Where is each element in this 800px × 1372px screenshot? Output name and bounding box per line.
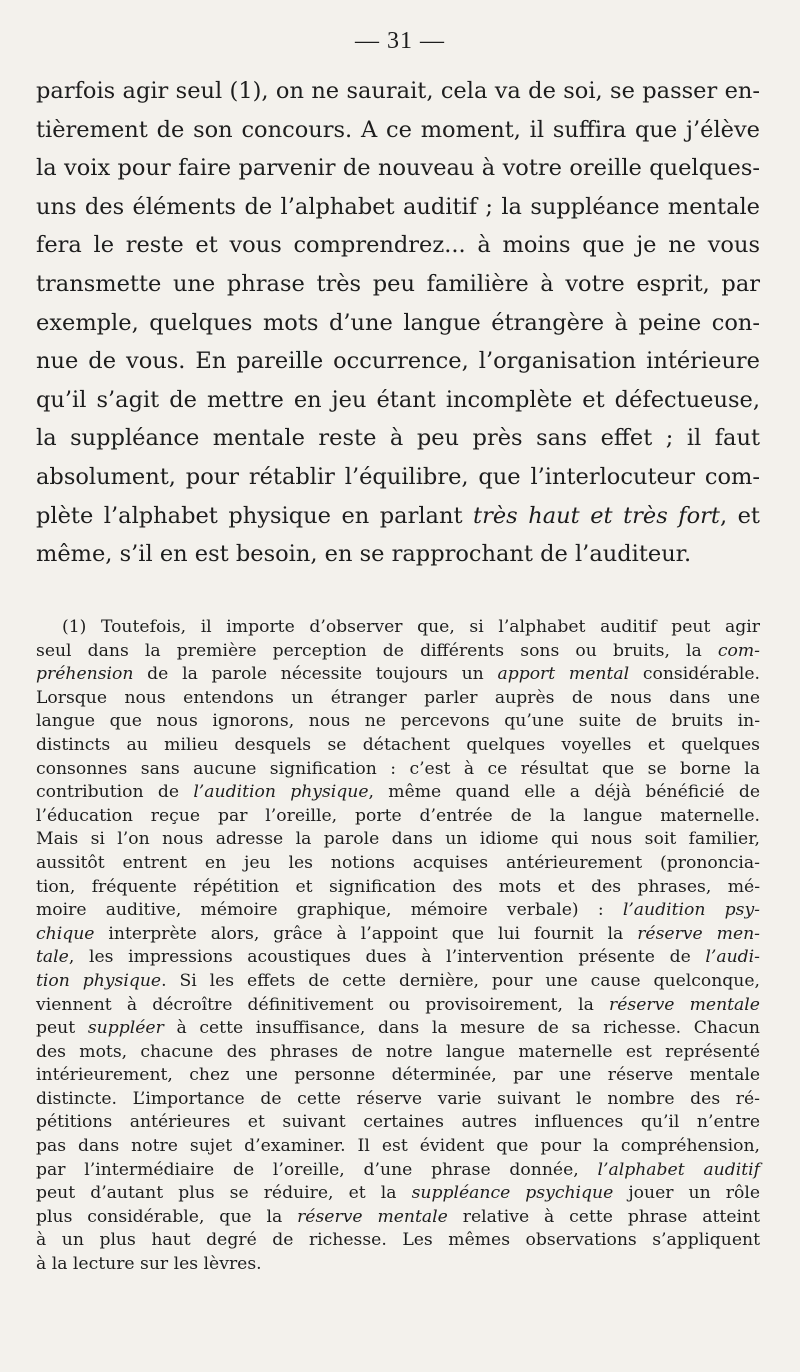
footnote-line [36, 1159, 760, 1183]
footnote [36, 616, 760, 1277]
footnote-line: langue que nous ignorons, nous ne percevons qu’une suite de bruits in- [36, 711, 760, 732]
text-span: considérable. [629, 664, 760, 685]
text-line: qu’il s’agit de mettre en jeu étant incomplète et défectueuse, [36, 386, 760, 413]
footnote-line: à la lecture sur les lèvres. [36, 1254, 262, 1275]
text-span: plus considérable, que la [36, 1206, 298, 1227]
footnote-line [36, 899, 760, 923]
text-span: , les impressions acoustiques dues à l’intervention présente de [68, 947, 706, 968]
italic-emphasis: chique [36, 923, 95, 944]
footnote-line [36, 946, 760, 970]
footnote-line [36, 640, 760, 664]
italic-emphasis: préhension [36, 664, 134, 685]
text-line: la suppléance mentale reste à peu près sans effet ; il faut [36, 425, 760, 452]
footnote-line [36, 1206, 760, 1230]
text-line: la voix pour faire parvenir de nouveau à votre oreille quelques- [36, 155, 760, 182]
footnote-line: distincte. L’importance de cette réserve varie suivant le nombre des ré- [36, 1088, 760, 1109]
text-line: uns des éléments de l’alphabet auditif ; la suppléance mentale [36, 193, 760, 220]
italic-emphasis: réserve men- [637, 923, 760, 944]
text-line: parfois agir seul (1), on ne saurait, cela va de soi, se passer en- [36, 78, 760, 104]
italic-emphasis: suppléer [87, 1018, 164, 1039]
footnote-line [36, 994, 760, 1018]
footnote-line: pétitions antérieures et suivant certaines autres influences qu’il n’entre [36, 1112, 760, 1133]
text-span: , même quand elle a déjà bénéficié de [368, 782, 761, 803]
text-line [36, 497, 760, 536]
footnote-line: Mais si l’on nous adresse la parole dans un idiome qui nous soit familier, [36, 829, 760, 850]
footnote-line: à un plus haut degré de richesse. Les mêmes observations s’appliquent [36, 1230, 760, 1251]
text-line: transmette une phrase très peu familière à votre esprit, par [36, 270, 760, 297]
footnote-line: Lorsque nous entendons un étranger parler auprès de nous dans une [36, 687, 760, 708]
italic-emphasis: apport mental [497, 664, 630, 685]
text-span: de la parole nécessite toujours un [133, 664, 498, 685]
footnote-line: distincts au milieu desquels se détachent quelques voyelles et quelques [36, 734, 760, 755]
italic-emphasis: l’alphabet auditif [597, 1159, 760, 1180]
page-number: — 31 — [355, 28, 445, 54]
footnote-line: (1) Toutefois, il importe d’observer que, si l’alphabet auditif peut agir [62, 617, 760, 637]
italic-emphasis: réserve mentale [608, 994, 760, 1015]
text-span: moire auditive, mémoire graphique, mémoire verbale) : [36, 900, 623, 921]
italic-emphasis: tion physique [36, 970, 162, 991]
text-line: nue de vous. En pareille occurrence, l’organisation intérieure [36, 348, 760, 375]
text-line: exemple, quelques mots d’une langue étrangère à peine con- [36, 309, 760, 336]
footnote-line [36, 1017, 760, 1041]
text-line: absolument, pour rétablir l’équilibre, que l’interlocuteur com- [36, 463, 760, 490]
text-span: jouer un rôle [613, 1183, 760, 1204]
footnote-line [36, 663, 760, 687]
text-span: , et [719, 502, 760, 529]
text-line: tièrement de son concours. A ce moment, il suffira que j’élève [36, 116, 760, 143]
italic-emphasis: l’audi- [705, 947, 760, 968]
main-paragraph [36, 72, 760, 574]
italic-emphasis: réserve mentale [297, 1206, 448, 1227]
text-span: à cette insuffisance, dans la mesure de sa richesse. Chacun [163, 1018, 760, 1039]
footnote-line: intérieurement, chez une personne déterminée, par une réserve mentale [36, 1065, 760, 1086]
footnote-line: l’éducation reçue par l’oreille, porte d’entrée de la langue maternelle. [36, 805, 760, 826]
italic-emphasis: suppléance psychique [411, 1183, 614, 1204]
text-span: plète l’alphabet physique en parlant [36, 502, 474, 529]
text-span: peut [36, 1018, 88, 1039]
footnote-line [36, 781, 760, 805]
text-line: fera le reste et vous comprendrez... à moins que je ne vous [36, 232, 760, 259]
footnote-line: pas dans notre sujet d’examiner. Il est évident que pour la compréhension, [36, 1136, 760, 1157]
text-span: contribution de [36, 782, 194, 803]
footnote-line: des mots, chacune des phrases de notre langue maternelle est représenté [36, 1041, 760, 1062]
footnote-line: tion, fréquente répétition et signification des mots et des phrases, mé- [36, 876, 760, 897]
footnote-line: consonnes sans aucune signification : c’est à ce résultat que se borne la [36, 758, 760, 779]
text-line: même, s’il en est besoin, en se rapprochant de l’auditeur. [36, 541, 692, 568]
text-span: interprète alors, grâce à l’appoint que lui fournit la [94, 923, 638, 944]
text-span: peut d’autant plus se réduire, et la [36, 1183, 412, 1204]
italic-emphasis: com- [717, 640, 760, 661]
italic-emphasis: l’audition physique [193, 782, 369, 803]
italic-emphasis: très haut et très fort [473, 502, 720, 529]
text-span: seul dans la première perception de différents sons ou bruits, la [36, 640, 718, 661]
italic-emphasis: l’audition psy- [622, 900, 760, 921]
footnote-line: aussitôt entrent en jeu les notions acquises antérieurement (prononcia- [36, 852, 760, 873]
italic-emphasis: tale [36, 947, 69, 968]
text-span: relative à cette phrase atteint [447, 1206, 760, 1227]
text-span: . Si les effets de cette dernière, pour une cause quelconque, [161, 970, 760, 991]
footnote-line [36, 923, 760, 947]
footnote-line [36, 970, 760, 994]
text-span: viennent à décroître définitivement ou provisoirement, la [36, 994, 609, 1015]
text-span: par l’intermédiaire de l’oreille, d’une phrase donnée, [36, 1159, 598, 1180]
footnote-line [36, 1182, 760, 1206]
